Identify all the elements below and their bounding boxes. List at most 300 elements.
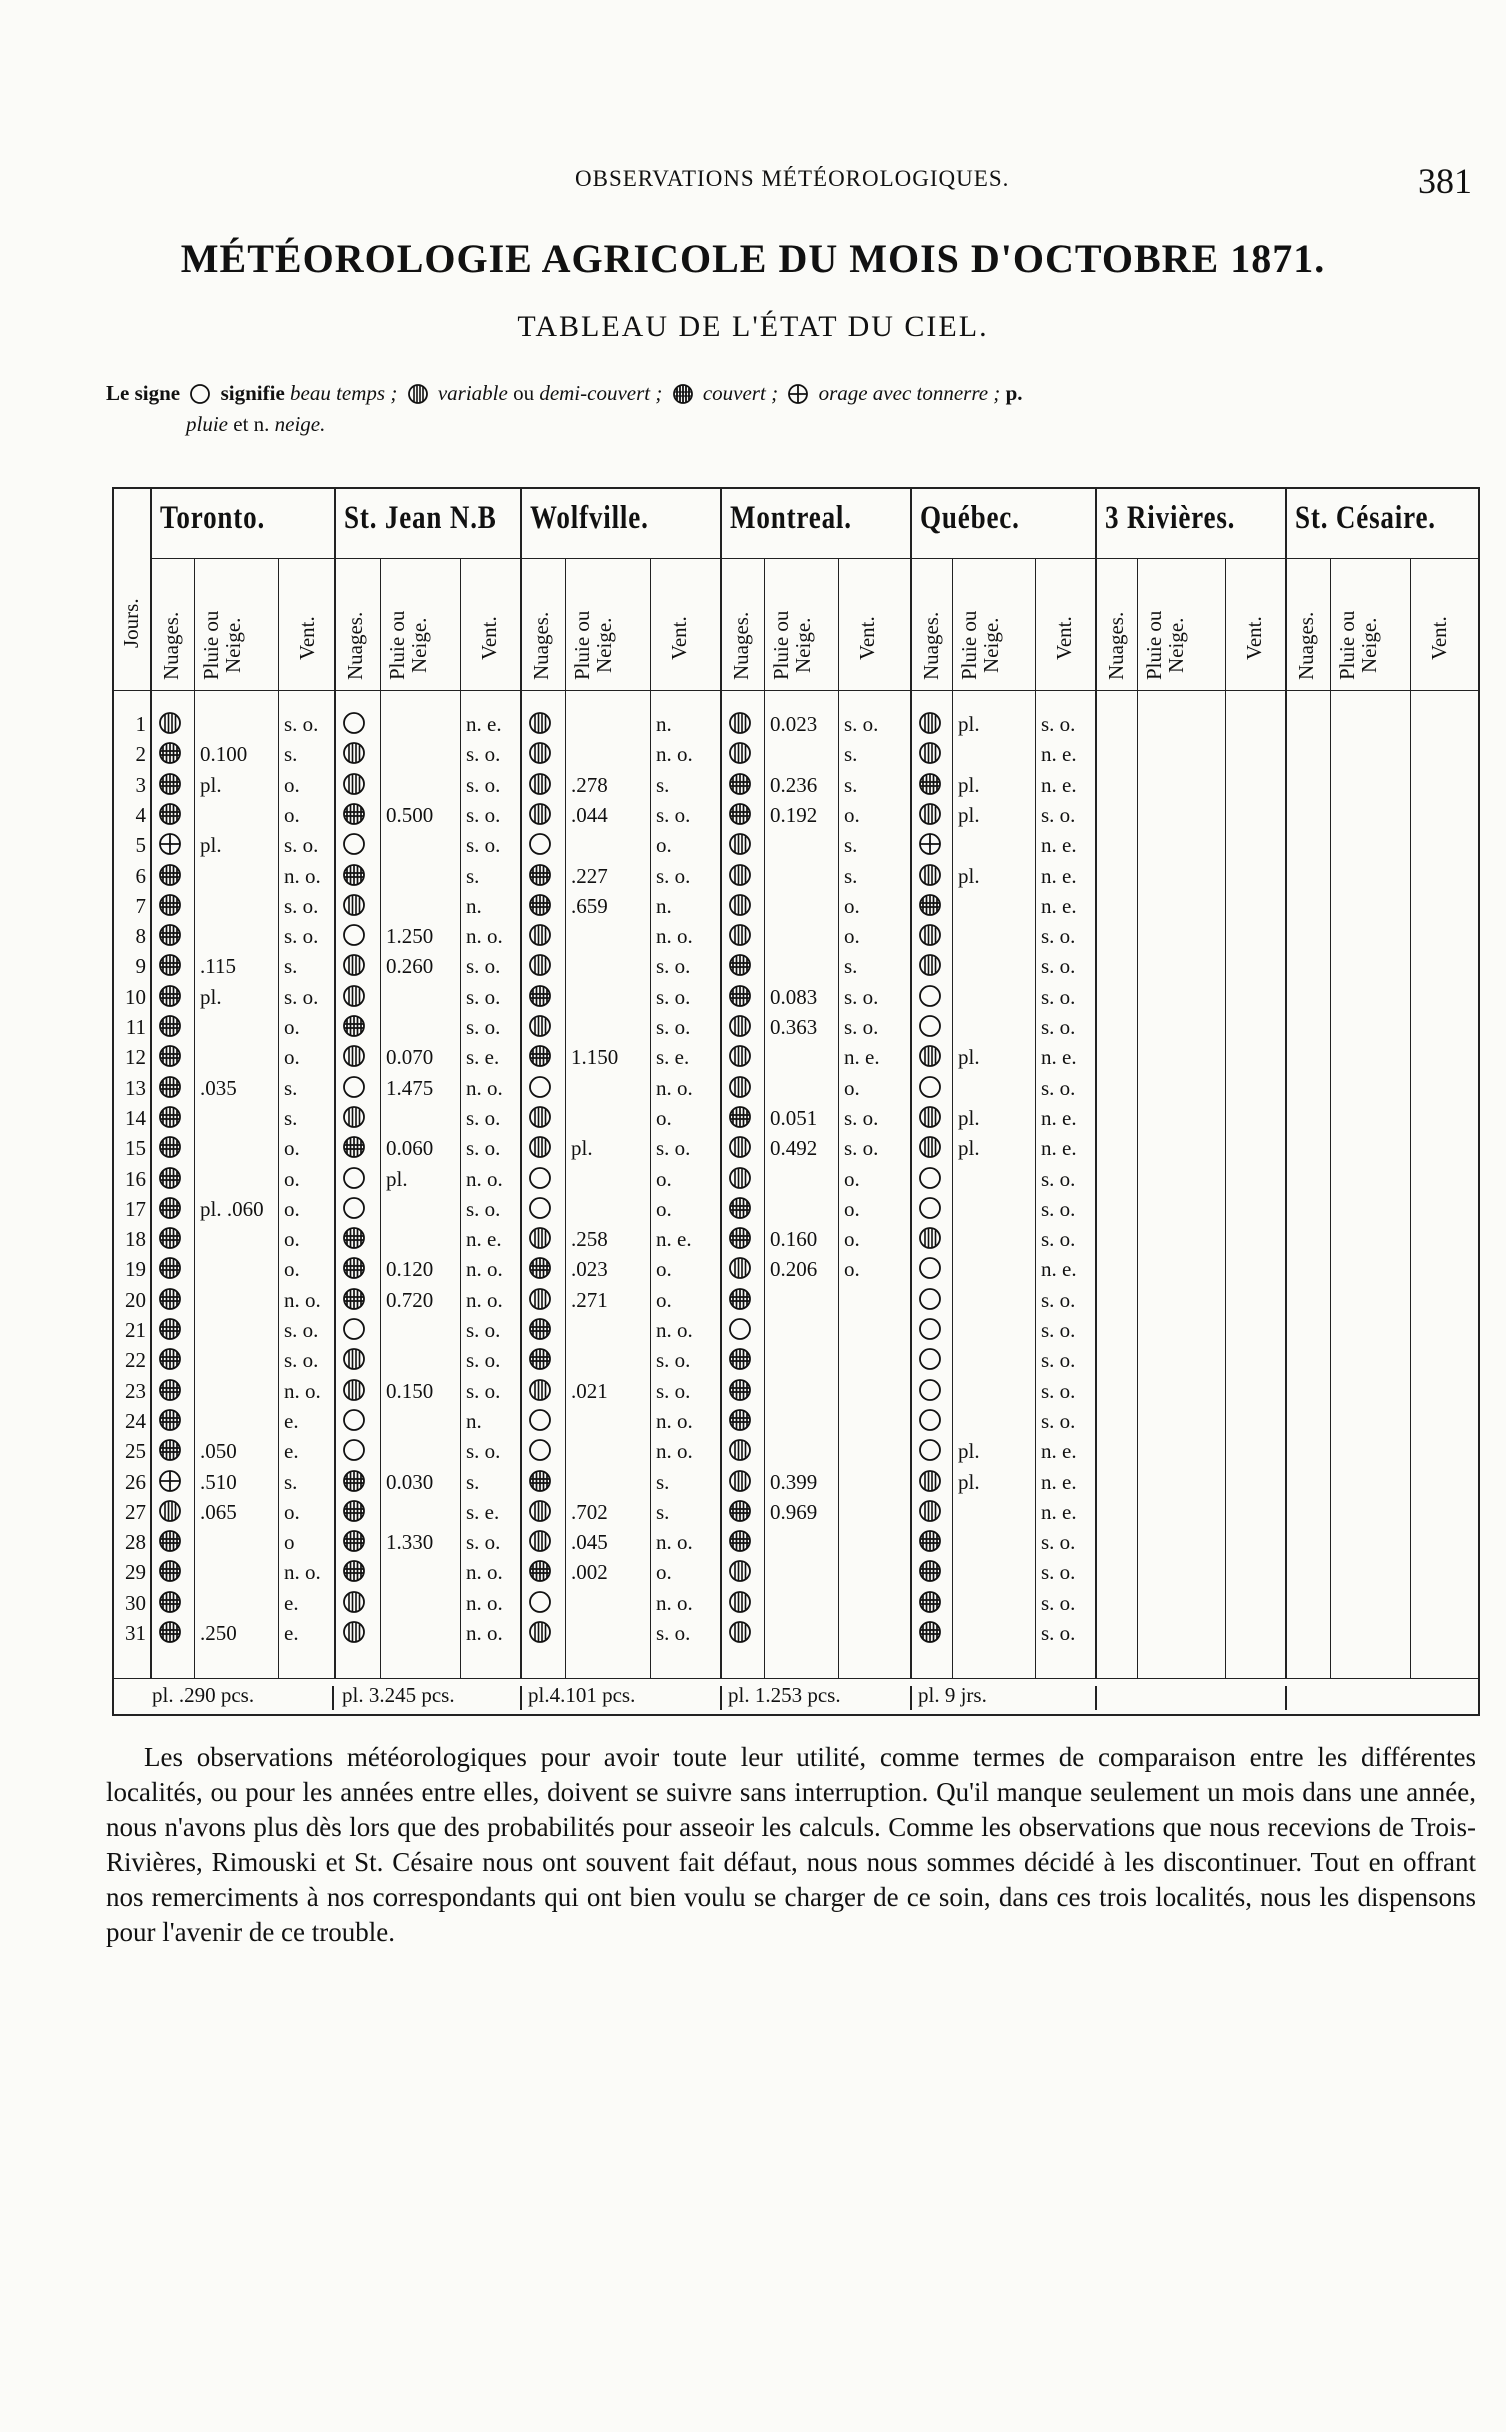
paragraph-text: Les observations météorologiques pour avoir toute leur utilité, comme termes de comparaison entre les différentes localités, ou pour les années entre elles, doivent se suivre sans interruption. Qu'il manque seulement un mois dans une année, nous n'avons plus dès lors que des probabilités pour asseoir les calculs. Comme les observations que nous recevions de Trois-Rivières, Rimouski et St. Césaire nous ont souvent fait défaut, nous nous sommes décidé à les discontinuer. Tout en offrant nos remerciments à nos correspondants qui ont bien voulu se charger de ce soin, dans ces trois localités, nous les dispensons pour l'avenir de ce trouble. <box>106 1742 1476 1947</box>
precip-value: 0.100 <box>200 742 248 767</box>
overcast-sky-icon <box>158 1256 182 1280</box>
wind-value: s. o. <box>1041 1287 1076 1312</box>
overcast-sky-icon <box>728 1196 752 1220</box>
wind-value: n. o. <box>466 1166 503 1191</box>
page-number: 381 <box>1418 161 1472 201</box>
wind-value: s. o. <box>466 1318 501 1342</box>
overcast-sky-icon <box>158 1014 182 1038</box>
wind-value: e. <box>284 1439 299 1464</box>
wind-value: s. o. <box>466 954 501 979</box>
overcast-sky-icon <box>158 1590 182 1614</box>
overcast-sky-icon <box>158 1378 182 1402</box>
clear-sky-icon <box>918 1287 942 1311</box>
clear-sky-icon <box>918 1438 942 1462</box>
overcast-sky-icon <box>728 984 752 1008</box>
variable-sky-icon <box>528 953 552 977</box>
precip-value: .035 <box>200 1075 237 1100</box>
wind-value: s. o. <box>656 863 691 888</box>
variable-sky-icon <box>407 383 429 405</box>
wind-value: n. <box>656 712 672 736</box>
precip-value: pl. <box>958 863 980 888</box>
overcast-sky-icon <box>158 1196 182 1220</box>
wind-value: o. <box>284 1045 300 1070</box>
wind-value: s. o. <box>284 712 319 736</box>
wind-column-header: Vent. <box>1427 616 1451 660</box>
column-rule <box>278 558 279 1678</box>
variable-sky-icon <box>528 711 552 735</box>
variable-sky-icon <box>728 1469 752 1493</box>
wind-value: s. o. <box>1041 1590 1076 1615</box>
table-left-rule <box>112 487 114 1714</box>
totals-separator <box>1095 1686 1097 1710</box>
wind-value: o. <box>844 1257 860 1282</box>
day-number: 1 <box>135 712 146 736</box>
precip-value: 0.160 <box>770 1227 818 1252</box>
precip-value: pl. <box>958 712 980 736</box>
overcast-sky-icon <box>918 1590 942 1614</box>
overcast-sky-icon <box>342 1559 366 1583</box>
station-total: pl.4.101 pcs. <box>528 1683 636 1707</box>
overcast-sky-icon <box>528 1256 552 1280</box>
overcast-sky-icon <box>158 863 182 887</box>
totals-separator <box>1285 1686 1287 1710</box>
totals-separator <box>910 1686 912 1710</box>
column-rule <box>1035 558 1036 1678</box>
clouds-column-header: Nuages. <box>919 611 943 680</box>
wind-value: s. o. <box>1041 1075 1076 1100</box>
symbol-legend <box>106 378 1486 440</box>
totals-separator <box>720 1686 722 1710</box>
table-right-rule <box>1478 487 1480 1714</box>
wind-value: n. e. <box>1041 1136 1077 1161</box>
precip-value: pl. <box>958 772 980 797</box>
wind-column-header: Vent. <box>855 616 879 660</box>
clear-sky-icon <box>342 1408 366 1432</box>
overcast-sky-icon <box>158 1287 182 1311</box>
station-rule <box>1095 487 1097 1678</box>
clouds-column-header: Nuages. <box>159 611 183 680</box>
wind-value: o. <box>656 1166 672 1191</box>
variable-sky-icon <box>918 923 942 947</box>
overcast-sky-icon <box>918 893 942 917</box>
clear-sky-icon <box>342 832 366 856</box>
table-top-rule <box>112 487 1478 489</box>
variable-sky-icon <box>158 1499 182 1523</box>
wind-value: s. o. <box>466 833 501 858</box>
variable-sky-icon <box>342 953 366 977</box>
variable-sky-icon <box>918 953 942 977</box>
station-name: Toronto. <box>160 500 266 536</box>
wind-value: s. o. <box>1041 1348 1076 1373</box>
station-rule <box>720 487 722 1678</box>
precip-column-header: Pluie ou Neige. <box>957 610 1003 680</box>
day-number: 17 <box>125 1196 146 1221</box>
variable-sky-icon <box>528 1529 552 1553</box>
variable-sky-icon <box>728 1075 752 1099</box>
day-number: 3 <box>135 772 146 797</box>
precip-value: 0.969 <box>770 1499 818 1524</box>
variable-sky-icon <box>728 1559 752 1583</box>
station-name: Montreal. <box>730 500 852 536</box>
wind-value: s. o. <box>1041 1408 1076 1433</box>
clouds-column-header: Nuages. <box>529 611 553 680</box>
overcast-sky-icon <box>728 1226 752 1250</box>
precip-value: .227 <box>571 863 608 888</box>
overcast-sky-icon <box>728 953 752 977</box>
storm-icon <box>787 383 809 405</box>
wind-column-header: Vent. <box>1052 616 1076 660</box>
wind-value: s. o. <box>284 1318 319 1342</box>
clear-sky-icon <box>918 1378 942 1402</box>
wind-value: o. <box>284 772 300 797</box>
precip-value: pl. .060 <box>200 1196 264 1221</box>
overcast-sky-icon <box>158 1438 182 1462</box>
wind-value: s. o. <box>1041 954 1076 979</box>
variable-sky-icon <box>918 1226 942 1250</box>
station-total: pl. 1.253 pcs. <box>728 1683 841 1707</box>
wind-column-header: Vent. <box>295 616 319 660</box>
overcast-sky-icon <box>728 1378 752 1402</box>
clear-sky-icon <box>918 1166 942 1190</box>
day-number: 24 <box>125 1408 146 1433</box>
precip-value: 0.399 <box>770 1469 818 1494</box>
wind-value: n. e. <box>1041 1469 1077 1494</box>
variable-sky-icon <box>342 1044 366 1068</box>
wind-value: s. o. <box>656 1348 691 1373</box>
precip-value: 0.060 <box>386 1136 434 1161</box>
precip-value: .050 <box>200 1439 237 1464</box>
wind-value: s. o. <box>466 984 501 1009</box>
wind-value: o. <box>844 1075 860 1100</box>
variable-sky-icon <box>342 1347 366 1371</box>
legend-half-cover: demi-couvert ; <box>539 381 663 405</box>
clouds-column-header: Nuages. <box>1104 611 1128 680</box>
wind-value: o. <box>656 1560 672 1585</box>
overcast-sky-icon <box>918 1529 942 1553</box>
wind-value: s. o. <box>656 1621 691 1645</box>
precip-value: pl. <box>958 802 980 827</box>
precip-value: 0.492 <box>770 1136 818 1161</box>
storm-icon <box>918 832 942 856</box>
overcast-sky-icon <box>342 802 366 826</box>
wind-value: s. o. <box>284 1348 319 1373</box>
clear-sky-icon <box>189 383 211 405</box>
day-number: 29 <box>125 1560 146 1585</box>
column-rule <box>838 558 839 1678</box>
wind-value: s. <box>284 954 298 979</box>
wind-value: s. o. <box>1041 1196 1076 1221</box>
clear-sky-icon <box>528 1438 552 1462</box>
variable-sky-icon <box>342 1378 366 1402</box>
wind-value: s. <box>284 1469 298 1494</box>
station-name: 3 Rivières. <box>1105 500 1236 536</box>
wind-value: s. <box>844 954 858 979</box>
clouds-column-header: Nuages. <box>729 611 753 680</box>
overcast-sky-icon <box>528 1347 552 1371</box>
wind-value: s. o. <box>466 1348 501 1373</box>
wind-value: s. o. <box>466 1015 501 1039</box>
wind-value: n. o. <box>284 863 321 888</box>
precip-column-header: Pluie ou Neige. <box>1142 610 1188 680</box>
overcast-sky-icon <box>728 1105 752 1129</box>
wind-value: s. o. <box>284 893 319 918</box>
wind-value: s. o. <box>466 1105 501 1130</box>
variable-sky-icon <box>528 1378 552 1402</box>
column-rule <box>1410 558 1411 1678</box>
day-number: 25 <box>125 1439 146 1464</box>
wind-value: o. <box>844 1227 860 1252</box>
day-number: 16 <box>125 1166 146 1191</box>
variable-sky-icon <box>728 741 752 765</box>
storm-icon <box>158 1469 182 1493</box>
day-number: 13 <box>125 1075 146 1100</box>
wind-value: o. <box>284 1015 300 1039</box>
clear-sky-icon <box>528 1075 552 1099</box>
station-total: pl. 9 jrs. <box>918 1683 987 1707</box>
day-number: 18 <box>125 1227 146 1252</box>
wind-value: s. o. <box>844 1105 879 1130</box>
legend-variable: variable <box>437 381 508 405</box>
variable-sky-icon <box>342 1590 366 1614</box>
variable-sky-icon <box>728 711 752 735</box>
precip-column-header: Pluie ou Neige. <box>385 610 431 680</box>
variable-sky-icon <box>528 1620 552 1644</box>
wind-value: n. <box>466 893 482 918</box>
wind-value: s. o. <box>284 833 319 858</box>
clear-sky-icon <box>918 1014 942 1038</box>
variable-sky-icon <box>728 832 752 856</box>
variable-sky-icon <box>528 1014 552 1038</box>
overcast-sky-icon <box>728 1347 752 1371</box>
precip-value: pl. <box>200 984 222 1009</box>
wind-value: o. <box>284 1227 300 1252</box>
precip-value: 1.250 <box>386 924 434 949</box>
overcast-sky-icon <box>342 1469 366 1493</box>
clear-sky-icon <box>342 1438 366 1462</box>
overcast-sky-icon <box>728 1287 752 1311</box>
overcast-sky-icon <box>528 984 552 1008</box>
variable-sky-icon <box>728 1438 752 1462</box>
precip-value: .250 <box>200 1621 237 1645</box>
wind-value: n. o. <box>466 1257 503 1282</box>
wind-value: n. e. <box>1041 893 1077 918</box>
variable-sky-icon <box>528 1105 552 1129</box>
wind-value: n. <box>656 893 672 918</box>
overcast-sky-icon <box>158 741 182 765</box>
overcast-sky-icon <box>158 802 182 826</box>
variable-sky-icon <box>728 1256 752 1280</box>
wind-value: n. o. <box>284 1287 321 1312</box>
precip-value: .278 <box>571 772 608 797</box>
precip-value: 0.192 <box>770 802 818 827</box>
variable-sky-icon <box>342 984 366 1008</box>
wind-value: s. <box>844 863 858 888</box>
clear-sky-icon <box>918 1075 942 1099</box>
wind-value: s. o. <box>466 1196 501 1221</box>
precip-value: .044 <box>571 802 608 827</box>
wind-value: e. <box>284 1621 299 1645</box>
wind-value: n. o. <box>656 924 693 949</box>
days-column-rule <box>150 487 152 1678</box>
wind-value: n. e. <box>1041 1257 1077 1282</box>
wind-value: s. <box>844 772 858 797</box>
overcast-sky-icon <box>158 1135 182 1159</box>
overcast-sky-icon <box>158 893 182 917</box>
wind-value: s. <box>284 742 298 767</box>
wind-value: n. e. <box>844 1045 880 1070</box>
clear-sky-icon <box>342 711 366 735</box>
variable-sky-icon <box>728 923 752 947</box>
clear-sky-icon <box>342 923 366 947</box>
variable-sky-icon <box>528 772 552 796</box>
precip-value: 0.150 <box>386 1378 434 1403</box>
overcast-sky-icon <box>158 1559 182 1583</box>
precip-column-header: Pluie ou Neige. <box>199 610 245 680</box>
day-number: 31 <box>125 1621 146 1645</box>
wind-value: s. o. <box>1041 1015 1076 1039</box>
wind-value: s. o. <box>1041 802 1076 827</box>
wind-value: n. o. <box>466 924 503 949</box>
wind-value: s. <box>656 1469 670 1494</box>
wind-value: s. o. <box>844 1015 879 1039</box>
overcast-sky-icon <box>528 893 552 917</box>
day-number: 2 <box>135 742 146 767</box>
wind-value: o. <box>844 924 860 949</box>
variable-sky-icon <box>728 1620 752 1644</box>
precip-value: .702 <box>571 1499 608 1524</box>
wind-value: s. o. <box>656 1136 691 1161</box>
overcast-sky-icon <box>672 383 694 405</box>
station-name: Wolfville. <box>530 500 649 536</box>
totals-separator <box>332 1686 334 1710</box>
variable-sky-icon <box>342 1105 366 1129</box>
column-rule <box>1330 558 1331 1678</box>
variable-sky-icon <box>918 802 942 826</box>
clear-sky-icon <box>918 1256 942 1280</box>
precip-value: 0.206 <box>770 1257 818 1282</box>
wind-value: s. o. <box>656 1378 691 1403</box>
wind-value: s. <box>466 863 480 888</box>
wind-value: s. o. <box>466 1378 501 1403</box>
wind-value: n. o. <box>656 1439 693 1464</box>
wind-value: n. o. <box>466 1560 503 1585</box>
variable-sky-icon <box>918 711 942 735</box>
day-number: 10 <box>125 984 146 1009</box>
column-rule <box>1137 558 1138 1678</box>
day-number: 9 <box>135 954 146 979</box>
variable-sky-icon <box>728 893 752 917</box>
wind-value: n. e. <box>656 1227 692 1252</box>
clear-sky-icon <box>918 1317 942 1341</box>
legend-neige: neige. <box>274 412 326 436</box>
wind-value: s. o. <box>844 1136 879 1161</box>
wind-value: o <box>284 1530 295 1555</box>
precip-value: 0.070 <box>386 1045 434 1070</box>
wind-value: s. o. <box>656 802 691 827</box>
wind-value: n. o. <box>656 1530 693 1555</box>
variable-sky-icon <box>918 741 942 765</box>
legend-n: et n. <box>233 412 270 436</box>
overcast-sky-icon <box>342 1014 366 1038</box>
wind-value: s. o. <box>466 1439 501 1464</box>
station-rule <box>1285 487 1287 1678</box>
day-number: 15 <box>125 1136 146 1161</box>
precip-value: .045 <box>571 1530 608 1555</box>
wind-value: n. e. <box>1041 1439 1077 1464</box>
precip-value: 0.500 <box>386 802 434 827</box>
wind-column-header: Vent. <box>667 616 691 660</box>
column-rule <box>194 558 195 1678</box>
variable-sky-icon <box>158 711 182 735</box>
clouds-column-header: Nuages. <box>1294 611 1318 680</box>
clear-sky-icon <box>528 1166 552 1190</box>
station-header-rule <box>150 558 1478 559</box>
wind-value: o. <box>844 802 860 827</box>
precip-value: pl. <box>386 1166 408 1191</box>
overcast-sky-icon <box>342 1226 366 1250</box>
variable-sky-icon <box>528 1135 552 1159</box>
precip-value: 1.330 <box>386 1530 434 1555</box>
legend-p: p. <box>1005 381 1023 405</box>
totals-separator <box>520 1686 522 1710</box>
wind-value: s. o. <box>1041 1318 1076 1342</box>
wind-value: s. o. <box>1041 984 1076 1009</box>
wind-value: s. <box>466 1469 480 1494</box>
wind-value: s. o. <box>1041 924 1076 949</box>
legend-signifie: signifie <box>220 381 285 405</box>
overcast-sky-icon <box>158 984 182 1008</box>
legend-pluie: pluie <box>186 412 228 436</box>
overcast-sky-icon <box>158 1317 182 1341</box>
clear-sky-icon <box>728 1317 752 1341</box>
precip-value: 1.150 <box>571 1045 619 1070</box>
day-number: 30 <box>125 1590 146 1615</box>
overcast-sky-icon <box>342 1529 366 1553</box>
variable-sky-icon <box>528 923 552 947</box>
wind-value: s. o. <box>656 984 691 1009</box>
day-number: 27 <box>125 1499 146 1524</box>
variable-sky-icon <box>728 1590 752 1614</box>
clear-sky-icon <box>918 984 942 1008</box>
day-number: 22 <box>125 1348 146 1373</box>
station-name: St. Jean N.B <box>344 500 497 536</box>
wind-value: o. <box>656 1105 672 1130</box>
wind-value: s. o. <box>466 1530 501 1555</box>
station-total: pl. .290 pcs. <box>152 1683 255 1707</box>
overcast-sky-icon <box>728 1529 752 1553</box>
clear-sky-icon <box>918 1408 942 1432</box>
wind-column-header: Vent. <box>477 616 501 660</box>
wind-value: n. e. <box>1041 863 1077 888</box>
precip-value: pl. <box>958 1469 980 1494</box>
overcast-sky-icon <box>158 1408 182 1432</box>
precip-value: 0.236 <box>770 772 818 797</box>
wind-value: n. e. <box>1041 742 1077 767</box>
column-rule <box>1225 558 1226 1678</box>
day-number: 7 <box>135 893 146 918</box>
day-number: 28 <box>125 1530 146 1555</box>
day-number: 12 <box>125 1045 146 1070</box>
day-number: 21 <box>125 1318 146 1342</box>
variable-sky-icon <box>728 1166 752 1190</box>
wind-value: n. o. <box>466 1621 503 1645</box>
overcast-sky-icon <box>158 953 182 977</box>
precip-value: pl. <box>200 833 222 858</box>
column-rule <box>952 558 953 1678</box>
variable-sky-icon <box>918 1135 942 1159</box>
station-rule <box>520 487 522 1678</box>
column-rule <box>380 558 381 1678</box>
